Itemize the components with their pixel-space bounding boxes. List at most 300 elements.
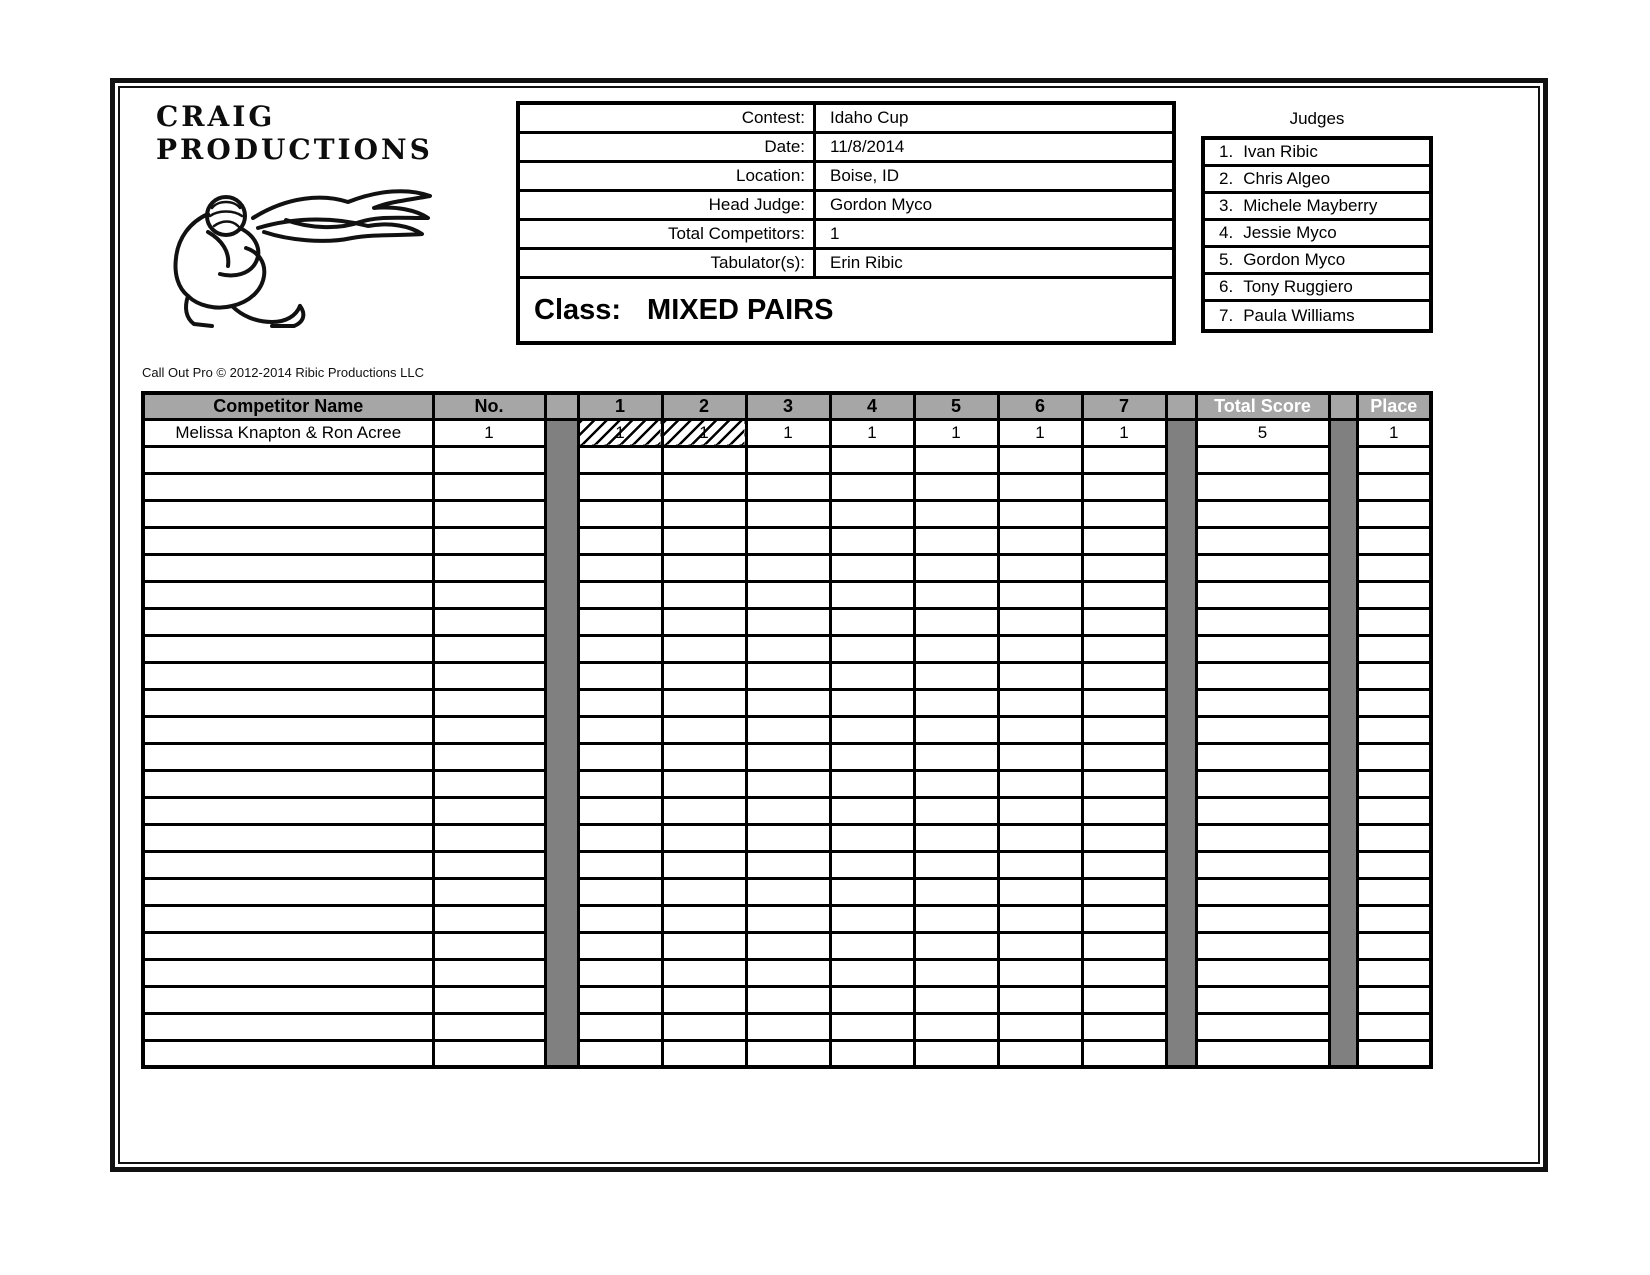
judge-6-score-cell [998,959,1082,986]
competitor-no-cell [433,959,545,986]
competitor-no-cell [433,824,545,851]
competitor-no-cell [433,1013,545,1040]
spacer-cell [1329,959,1357,986]
judge-6-score-cell [998,743,1082,770]
judge-4-score-cell [830,662,914,689]
empty-row [143,743,1431,770]
spacer-cell [1166,851,1196,878]
spacer-cell [1329,608,1357,635]
score-table [141,391,1433,1069]
competitor-no-cell [433,770,545,797]
header-total-score: Total Score [1196,393,1329,419]
spacer-cell [1166,959,1196,986]
judge-6-score-cell [998,635,1082,662]
judge-5-score-cell [914,797,998,824]
competitor-name-cell [143,581,433,608]
competitor-no-cell [433,635,545,662]
page-border [110,78,1548,1172]
spacer-cell [1329,1013,1357,1040]
empty-row [143,1040,1431,1067]
judge-6-score-cell [998,770,1082,797]
judge-6-score-cell [998,824,1082,851]
header-spacer [545,393,578,419]
judge-7-score-cell [1082,959,1166,986]
spacer-cell [545,851,578,878]
info-label: Tabulator(s): [520,250,816,276]
info-value: Boise, ID [830,166,899,185]
competitor-no-cell [433,878,545,905]
judge-item [1205,194,1429,221]
spacer-cell [545,662,578,689]
judge-1-score-cell [578,662,662,689]
spacer-cell [545,500,578,527]
judge-2-score-cell [662,500,746,527]
judge-3-score-cell [746,770,830,797]
empty-row [143,878,1431,905]
judge-1-score-cell [578,500,662,527]
judge-6-score-cell [998,851,1082,878]
competitor-name-cell [143,716,433,743]
total-score-cell [1196,635,1329,662]
judge-1-score-cell [578,932,662,959]
judge-5-score-cell [914,986,998,1013]
spacer-cell [1329,986,1357,1013]
judge-6-score-cell: 1 [998,419,1082,446]
total-score-cell [1196,689,1329,716]
place-cell [1357,1013,1431,1040]
total-score-cell [1196,770,1329,797]
spacer-cell [1166,689,1196,716]
judge-1-score-cell [578,1040,662,1067]
place-cell [1357,824,1431,851]
judge-5-score-cell [914,1040,998,1067]
place-cell [1357,878,1431,905]
competitor-name-cell: Melissa Knapton & Ron Acree [143,419,433,446]
competitor-no-cell [433,851,545,878]
competitor-name-cell [143,1013,433,1040]
judge-name: Tony Ruggiero [1243,277,1353,296]
spacer-cell [1166,446,1196,473]
header-competitor-name: Competitor Name [143,393,433,419]
spacer-cell [1166,986,1196,1013]
place-cell [1357,1040,1431,1067]
header-judge-7: 7 [1082,393,1166,419]
judge-6-score-cell [998,1040,1082,1067]
judge-1-score-cell [578,959,662,986]
total-score-cell [1196,851,1329,878]
judge-1-score-cell [578,608,662,635]
info-row-contest [520,105,1172,134]
spacer-cell [1166,473,1196,500]
header-judge-5: 5 [914,393,998,419]
header-judge-2: 2 [662,393,746,419]
place-cell [1357,662,1431,689]
info-label: Contest: [520,105,816,131]
header-judge-4: 4 [830,393,914,419]
place-cell [1357,500,1431,527]
judge-7-score-cell [1082,932,1166,959]
judge-number: 3. [1219,196,1234,215]
judge-1-score-cell [578,824,662,851]
competitor-name-cell [143,851,433,878]
judge-1-score-cell [578,473,662,500]
info-value: 11/8/2014 [830,137,905,156]
spacer-cell [1329,851,1357,878]
judge-2-score-cell [662,635,746,662]
spacer-cell [1166,770,1196,797]
spacer-cell [1166,1013,1196,1040]
judge-4-score-cell [830,500,914,527]
judge-6-score-cell [998,500,1082,527]
class-label: Class: [534,293,622,326]
header-judge-1: 1 [578,393,662,419]
info-value: Idaho Cup [830,108,909,127]
class-row [520,279,1172,341]
judge-5-score-cell [914,959,998,986]
competitor-no-cell [433,581,545,608]
judge-4-score-cell [830,527,914,554]
judge-2-score-cell [662,473,746,500]
judge-2-score-cell [662,1040,746,1067]
judge-6-score-cell [998,797,1082,824]
competitor-name-cell [143,959,433,986]
judge-6-score-cell [998,716,1082,743]
place-cell [1357,716,1431,743]
judge-7-score-cell [1082,716,1166,743]
judge-2-score-cell [662,446,746,473]
judge-1-score-cell [578,527,662,554]
competitor-name-cell [143,554,433,581]
judge-7-score-cell [1082,446,1166,473]
judge-6-score-cell [998,608,1082,635]
total-score-cell [1196,581,1329,608]
spacer-cell [545,1013,578,1040]
judge-7-score-cell [1082,986,1166,1013]
judge-1-score-cell [578,851,662,878]
judge-3-score-cell [746,1013,830,1040]
total-score-cell [1196,1013,1329,1040]
competitor-name-cell [143,635,433,662]
spacer-cell [1329,797,1357,824]
judge-name: Paula Williams [1243,305,1355,325]
score-table-header-row [143,393,1431,419]
total-score-cell [1196,986,1329,1013]
judge-6-score-cell [998,527,1082,554]
judge-2-score-cell [662,932,746,959]
judge-3-score-cell [746,527,830,554]
spacer-cell [545,1040,578,1067]
judge-item [1205,275,1429,302]
judge-7-score-cell [1082,581,1166,608]
spacer-cell [1166,419,1196,446]
total-score-cell [1196,959,1329,986]
judge-3-score-cell [746,473,830,500]
bodybuilder-logo-icon [138,168,438,340]
judge-4-score-cell [830,986,914,1013]
judge-6-score-cell [998,1013,1082,1040]
judge-4-score-cell: 1 [830,419,914,446]
spacer-cell [545,635,578,662]
place-cell [1357,446,1431,473]
judge-5-score-cell [914,689,998,716]
judge-2-score-cell [662,608,746,635]
judge-3-score-cell [746,500,830,527]
judge-4-score-cell [830,932,914,959]
empty-row [143,905,1431,932]
spacer-cell [545,716,578,743]
spacer-cell [1329,743,1357,770]
competitor-no-cell [433,716,545,743]
spacer-cell [1166,635,1196,662]
judge-3-score-cell [746,959,830,986]
logo-line1: CRAIG [156,100,276,133]
judge-3-score-cell [746,554,830,581]
judge-2-score-cell [662,581,746,608]
judge-number: 4. [1219,223,1234,242]
total-score-cell [1196,662,1329,689]
judge-7-score-cell [1082,500,1166,527]
spacer-cell [1166,608,1196,635]
judge-1-score-cell [578,770,662,797]
spacer-cell [545,554,578,581]
total-score-cell [1196,932,1329,959]
class-value: MIXED PAIRS [647,293,834,326]
header-no: No. [433,393,545,419]
spacer-cell [1329,527,1357,554]
info-label: Head Judge: [520,192,816,218]
empty-row [143,932,1431,959]
judge-2-score-cell [662,527,746,554]
judge-number: 5. [1219,250,1234,269]
judge-1-score-cell [578,797,662,824]
competitor-no-cell [433,797,545,824]
place-cell [1357,581,1431,608]
spacer-cell [545,959,578,986]
judge-5-score-cell [914,527,998,554]
judge-2-score-cell [662,824,746,851]
competitor-no-cell: 1 [433,419,545,446]
spacer-cell [1166,824,1196,851]
logo [156,100,433,166]
spacer-cell [1329,824,1357,851]
judge-2-score-cell [662,878,746,905]
total-score-cell [1196,824,1329,851]
spacer-cell [1329,932,1357,959]
spacer-cell [545,770,578,797]
place-cell [1357,635,1431,662]
spacer-cell [1166,500,1196,527]
judge-item [1205,302,1429,329]
judge-2-score-cell [662,662,746,689]
judge-5-score-cell [914,635,998,662]
score-table-body [143,419,1431,1067]
judge-7-score-cell [1082,824,1166,851]
total-score-cell [1196,446,1329,473]
spacer-cell [1166,878,1196,905]
judge-2-score-cell [662,716,746,743]
place-cell [1357,932,1431,959]
empty-row [143,473,1431,500]
spacer-cell [545,932,578,959]
judge-5-score-cell [914,581,998,608]
competitor-no-cell [433,608,545,635]
info-row-total-competitors [520,221,1172,250]
page-border-inner [118,86,1540,1164]
competitor-name-cell [143,770,433,797]
judge-4-score-cell [830,554,914,581]
place-cell [1357,689,1431,716]
spacer-cell [545,473,578,500]
spacer-cell [1166,1040,1196,1067]
competitor-name-cell [143,662,433,689]
info-row-location [520,163,1172,192]
judge-4-score-cell [830,473,914,500]
header-place: Place [1357,393,1431,419]
total-score-cell [1196,716,1329,743]
judge-7-score-cell: 1 [1082,419,1166,446]
judge-3-score-cell [746,581,830,608]
spacer-cell [545,797,578,824]
judge-number: 7. [1219,305,1234,325]
place-cell [1357,797,1431,824]
judge-item [1205,221,1429,248]
judge-3-score-cell [746,1040,830,1067]
empty-row [143,527,1431,554]
judge-1-score-cell [578,689,662,716]
judge-7-score-cell [1082,797,1166,824]
judge-4-score-cell [830,608,914,635]
competitor-name-cell [143,797,433,824]
judge-2-score-cell: 1 [662,419,746,446]
spacer-cell [545,824,578,851]
judge-5-score-cell [914,716,998,743]
judge-name: Ivan Ribic [1243,142,1318,161]
spacer-cell [1329,635,1357,662]
competitor-name-cell [143,743,433,770]
judge-4-score-cell [830,905,914,932]
total-score-cell [1196,473,1329,500]
judge-3-score-cell [746,797,830,824]
judge-6-score-cell [998,581,1082,608]
judge-7-score-cell [1082,554,1166,581]
spacer-cell [545,689,578,716]
judge-5-score-cell [914,446,998,473]
place-cell [1357,770,1431,797]
header-spacer [1329,393,1357,419]
judge-6-score-cell [998,554,1082,581]
judge-1-score-cell [578,716,662,743]
judge-5-score-cell [914,473,998,500]
judge-4-score-cell [830,851,914,878]
judge-4-score-cell [830,1013,914,1040]
spacer-cell [1329,500,1357,527]
competitor-no-cell [433,500,545,527]
competitor-name-cell [143,608,433,635]
judge-2-score-cell [662,986,746,1013]
spacer-cell [1329,446,1357,473]
spacer-cell [1166,527,1196,554]
judge-4-score-cell [830,716,914,743]
spacer-cell [545,905,578,932]
spacer-cell [1329,419,1357,446]
judge-6-score-cell [998,473,1082,500]
spacer-cell [545,878,578,905]
judge-7-score-cell [1082,689,1166,716]
judge-4-score-cell [830,743,914,770]
judge-6-score-cell [998,932,1082,959]
empty-row [143,554,1431,581]
judge-7-score-cell [1082,608,1166,635]
spacer-cell [1329,878,1357,905]
judge-5-score-cell: 1 [914,419,998,446]
judge-5-score-cell [914,851,998,878]
judge-7-score-cell [1082,770,1166,797]
place-cell [1357,905,1431,932]
info-row-date [520,134,1172,163]
judge-2-score-cell [662,743,746,770]
judge-1-score-cell [578,635,662,662]
judge-2-score-cell [662,1013,746,1040]
total-score-cell: 5 [1196,419,1329,446]
judge-4-score-cell [830,824,914,851]
judge-6-score-cell [998,905,1082,932]
empty-row [143,662,1431,689]
judge-3-score-cell [746,662,830,689]
spacer-cell [1329,662,1357,689]
competitor-name-cell [143,1040,433,1067]
judge-5-score-cell [914,905,998,932]
judge-3-score-cell [746,689,830,716]
judge-2-score-cell [662,797,746,824]
judge-5-score-cell [914,500,998,527]
spacer-cell [1166,743,1196,770]
empty-row [143,797,1431,824]
judge-name: Chris Algeo [1243,169,1331,188]
judge-5-score-cell [914,662,998,689]
empty-row [143,500,1431,527]
spacer-cell [1166,554,1196,581]
header-judge-6: 6 [998,393,1082,419]
place-cell [1357,608,1431,635]
competitor-name-cell [143,905,433,932]
judge-3-score-cell [746,743,830,770]
competitor-no-cell [433,743,545,770]
total-score-cell [1196,1040,1329,1067]
judge-3-score-cell [746,905,830,932]
spacer-cell [1166,797,1196,824]
judge-5-score-cell [914,770,998,797]
empty-row [143,581,1431,608]
info-row-tabulators [520,250,1172,279]
competitor-no-cell [433,554,545,581]
judge-3-score-cell [746,932,830,959]
competitor-name-cell [143,932,433,959]
spacer-cell [545,608,578,635]
judge-5-score-cell [914,554,998,581]
header-spacer [1166,393,1196,419]
judge-4-score-cell [830,581,914,608]
judge-7-score-cell [1082,635,1166,662]
place-cell [1357,851,1431,878]
empty-row [143,1013,1431,1040]
judge-3-score-cell [746,824,830,851]
info-row-head-judge [520,192,1172,221]
spacer-cell [1166,581,1196,608]
total-score-cell [1196,797,1329,824]
judge-item [1205,248,1429,275]
empty-row [143,986,1431,1013]
spacer-cell [545,581,578,608]
